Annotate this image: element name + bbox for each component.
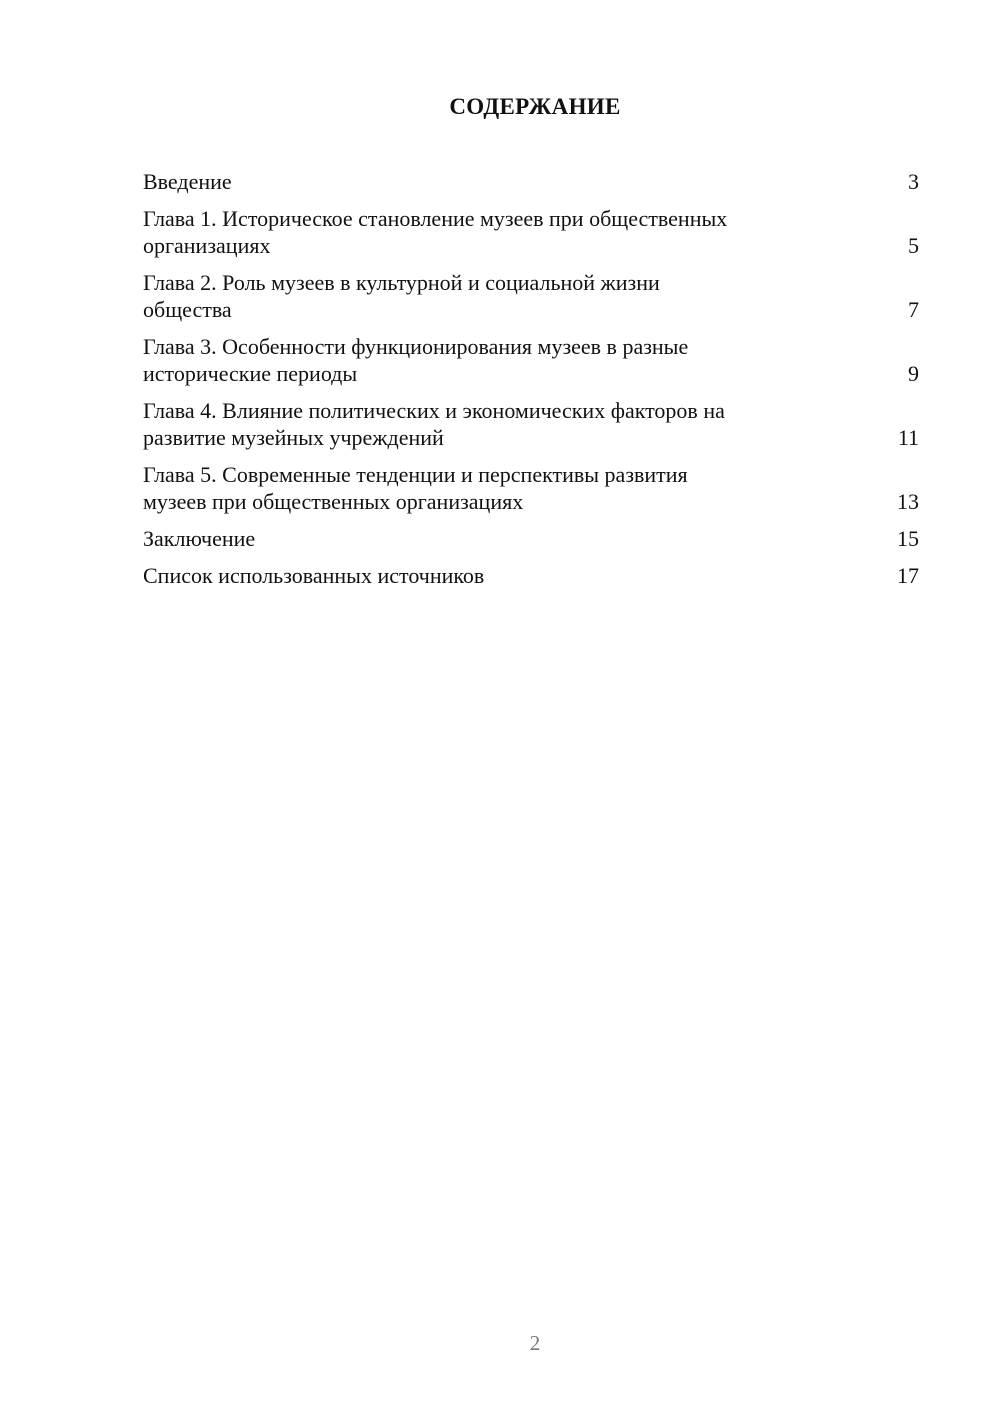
toc-entry-page-number: 5 [908, 233, 919, 258]
toc-entry-line: Глава 4. Влияние политических и экономических факторов на [143, 398, 725, 423]
toc-entry-line: Введение [143, 169, 232, 194]
toc-entry-page-number: 11 [897, 425, 919, 450]
page-number: 2 [529, 1331, 541, 1355]
table-of-contents [143, 168, 919, 599]
toc-entry-line: Глава 1. Историческое становление музеев при общественных [143, 206, 728, 231]
toc-entry-page-number: 13 [897, 489, 919, 514]
toc-entry-label [143, 269, 823, 323]
toc-entry-page-number: 15 [897, 526, 919, 551]
toc-entry-label [143, 205, 823, 259]
toc-entry-label [143, 333, 823, 387]
toc-entry-label [143, 397, 823, 451]
toc-entry-page-number: 17 [897, 563, 919, 588]
toc-entry-label [143, 525, 823, 552]
toc-entry-chapter-3 [143, 333, 919, 387]
toc-entry-line: организациях [143, 233, 271, 258]
toc-entry-line: общества [143, 297, 232, 322]
toc-title: СОДЕРЖАНИЕ [449, 94, 621, 119]
toc-entry-line: Заключение [143, 526, 256, 551]
toc-entry-chapter-1 [143, 205, 919, 259]
toc-entry-label [143, 461, 823, 515]
toc-entry-line: исторические периоды [143, 361, 358, 386]
toc-entry-introduction [143, 168, 919, 195]
toc-entry-chapter-2 [143, 269, 919, 323]
toc-entry-page-number: 3 [908, 169, 919, 194]
toc-entry-line: Глава 5. Современные тенденции и перспективы развития [143, 462, 688, 487]
toc-entry-chapter-4 [143, 397, 919, 451]
toc-entry-conclusion [143, 525, 919, 552]
toc-entry-line: музеев при общественных организациях [143, 489, 524, 514]
toc-entry-page-number: 7 [908, 297, 919, 322]
toc-entry-page-number: 9 [908, 361, 919, 386]
toc-entry-label [143, 562, 823, 589]
toc-entry-label [143, 168, 823, 195]
toc-entry-references [143, 562, 919, 589]
toc-entry-line: Список использованных источников [143, 563, 485, 588]
toc-entry-line: Глава 2. Роль музеев в культурной и социальной жизни [143, 270, 660, 295]
toc-entry-line: Глава 3. Особенности функционирования музеев в разные [143, 334, 689, 359]
toc-entry-chapter-5 [143, 461, 919, 515]
toc-entry-line: развитие музейных учреждений [143, 425, 444, 450]
